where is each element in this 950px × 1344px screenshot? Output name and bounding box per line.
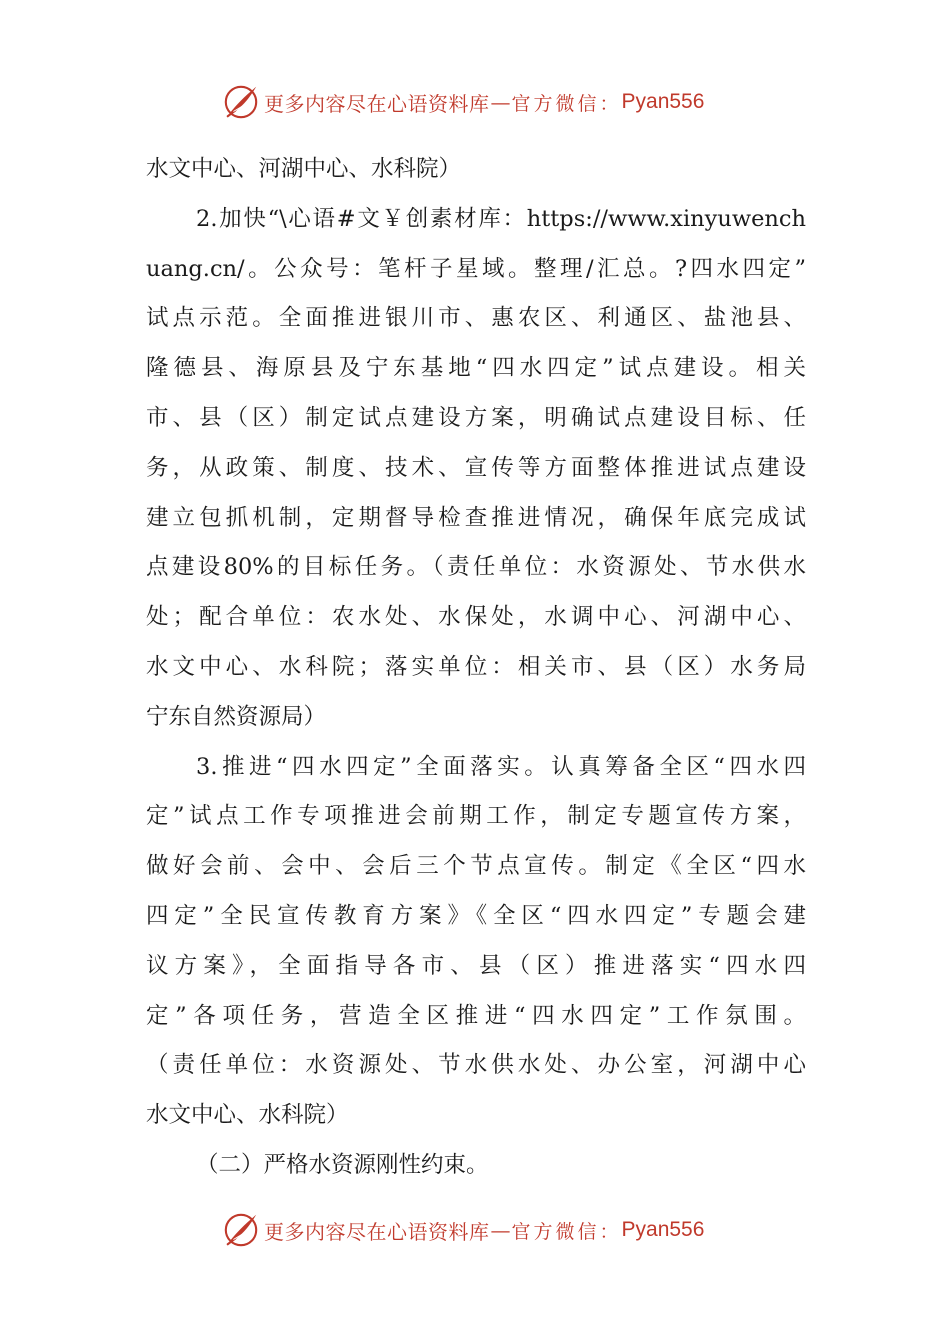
quill-logo-icon xyxy=(222,1211,260,1249)
section-heading: （二）严格水资源刚性约束。 xyxy=(196,1151,489,1178)
text-line: 2.加快“\心语#文￥创素材库：https://www.xinyuwench xyxy=(196,205,806,232)
watermark-separator: — xyxy=(490,90,511,114)
watermark-separator: — xyxy=(490,1218,511,1242)
text-line: 点建设80%的目标任务。（责任单位：水资源处、节水供水 xyxy=(146,554,806,581)
text-line: 隆德县、海原县及宁东基地“四水四定”试点建设。相关 xyxy=(146,355,806,382)
watermark-wechat-label: 官方微信： xyxy=(511,92,622,115)
text-line: 市、县（区）制定试点建设方案，明确试点建设目标、任 xyxy=(146,404,806,431)
watermark-wechat-id: Pyan556 xyxy=(621,1218,705,1241)
text-line: 3.推进“四水四定”全面落实。认真筹备全区“四水四 xyxy=(196,753,806,780)
text-line: 水文中心、水科院） xyxy=(146,1102,349,1129)
text-line: 处；配合单位：农水处、水保处，水调中心、河湖中心、 xyxy=(146,604,806,631)
watermark-brand: 更多内容尽在心语资料库 xyxy=(264,91,490,116)
text-line: 做好会前、会中、会后三个节点宣传。制定《全区“四水 xyxy=(146,853,806,880)
text-line: 宁东自然资源局） xyxy=(146,703,327,730)
watermark-banner-bottom xyxy=(222,1208,704,1252)
text-line: 务，从政策、制度、技术、宣传等方面整体推进试点建设 xyxy=(146,454,806,481)
watermark-banner-top xyxy=(222,80,704,124)
text-line: 定”试点工作专项推进会前期工作，制定专题宣传方案， xyxy=(146,803,806,830)
quill-logo-icon xyxy=(222,83,260,121)
watermark-wechat-id: Pyan556 xyxy=(621,90,705,113)
text-line: 四定”全民宣传教育方案》《全区“四水四定”专题会建 xyxy=(146,902,806,929)
watermark-brand: 更多内容尽在心语资料库 xyxy=(264,1219,490,1244)
watermark-wechat-label: 官方微信： xyxy=(511,1220,622,1243)
text-line: 议方案》，全面指导各市、县（区）推进落实“四水四 xyxy=(146,952,806,979)
text-line: 试点示范。全面推进银川市、惠农区、利通区、盐池县、 xyxy=(146,305,806,332)
text-line: uang.cn/。公众号：笔杆子星域。整理/汇总。?四水四定” xyxy=(146,255,806,282)
text-line: （责任单位：水资源处、节水供水处、办公室，河湖中心 xyxy=(146,1052,806,1079)
text-line: 水文中心、河湖中心、水科院） xyxy=(146,156,462,182)
text-line: 建立包抓机制，定期督导检查推进情况，确保年底完成试 xyxy=(146,504,806,531)
text-line: 水文中心、水科院；落实单位：相关市、县（区）水务局 xyxy=(146,653,806,680)
text-line: 定”各项任务，营造全区推进“四水四定”工作氛围。 xyxy=(146,1002,806,1029)
document-body xyxy=(146,145,806,1191)
